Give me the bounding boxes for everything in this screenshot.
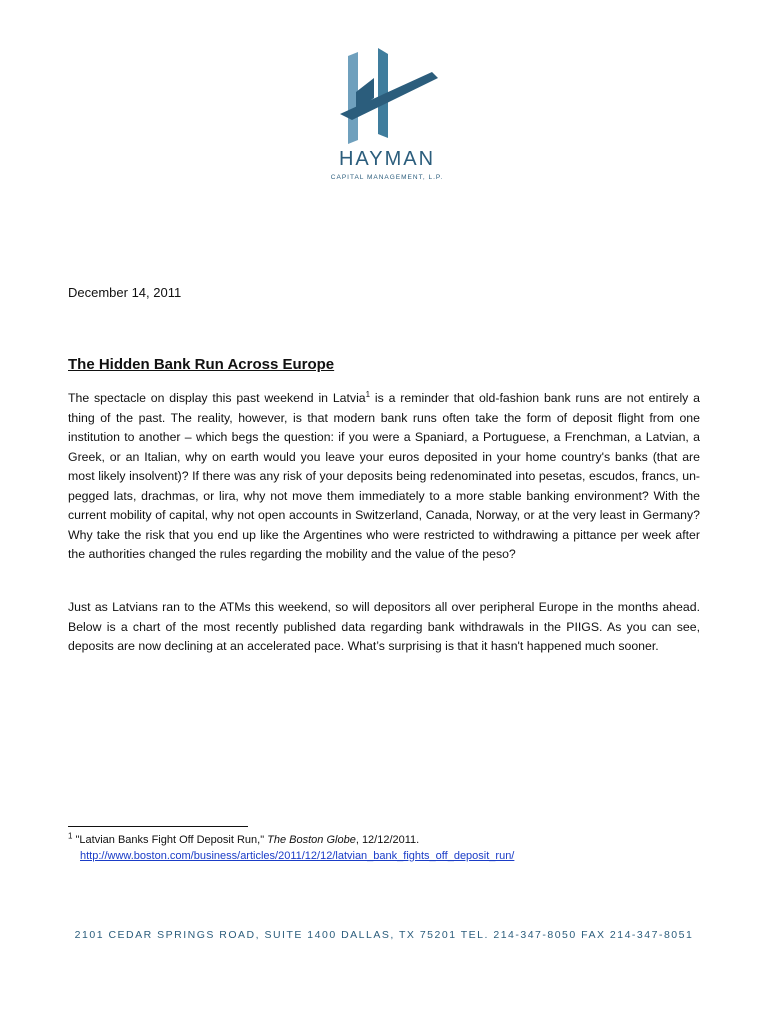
footnote-link[interactable]: http://www.boston.com/business/articles/2011/12/12/latvian_bank_fights_off_deposit_run/ [80, 850, 515, 862]
brand-name: HAYMAN [338, 148, 436, 170]
letter-date: December 14, 2011 [68, 285, 182, 300]
hayman-logo [322, 48, 452, 188]
paragraph-2: Just as Latvians ran to the ATMs this weekend, so will depositors all over peripheral Europe in the months ahead. Below is a chart of the most recently published data regarding bank withdrawals in the PIIGS. As you can see, deposits are now declining at an accelerated pace. What’s surprising is that it hasn't happened much sooner. [68, 600, 700, 653]
footnote-number: 1 [68, 831, 73, 841]
footnote-quote: "Latvian Banks Fight Off Deposit Run," [72, 834, 268, 846]
page-title: The Hidden Bank Run Across Europe [68, 356, 335, 373]
brand-subtitle: CAPITAL MANAGEMENT, L.P. [330, 174, 444, 181]
hayman-h-icon [334, 48, 440, 146]
footnote-divider [68, 826, 248, 827]
footnote-ref: 1 [365, 389, 371, 399]
paragraph-1-start: The spectacle on display this past weekend in Latvia [68, 391, 366, 405]
footer-address: 2101 CEDAR SPRINGS ROAD, SUITE 1400 DALLAS, TX 75201 TEL. 214-347-8050 FAX 214-347-8051 [74, 929, 694, 941]
footnote-date: , 12/12/2011. [355, 834, 420, 846]
footnote [68, 832, 514, 864]
paragraph-1 [68, 389, 700, 565]
footnote-source: The Boston Globe [267, 834, 356, 846]
paragraph-1-rest: is a reminder that old-fashion bank runs are not entirely a thing of the past. The reality, however, is that modern bank runs often take the form of deposit flight from one institution to another – which begs the question: if you were a Spaniard, a Portuguese, a Frenchman, a Latvian, a Greek, or an Italian, why on earth would you leave your euros deposited in your home country's banks (that are most likely insolvent)? If there was any risk of your deposits being redenominated into pesetas, escudos, francs, un-pegged lats, drachmas, or lira, why not move them immediately to a more stable banking environment? With the current mobility of capital, why not open accounts in Switzerland, Canada, Norway, or at the very least in Germany? Why take the risk that you end up like the Argentines who were restricted to withdrawing a pittance per week after the authorities changed the rules regarding the mobility and the value of the peso? [68, 391, 700, 561]
